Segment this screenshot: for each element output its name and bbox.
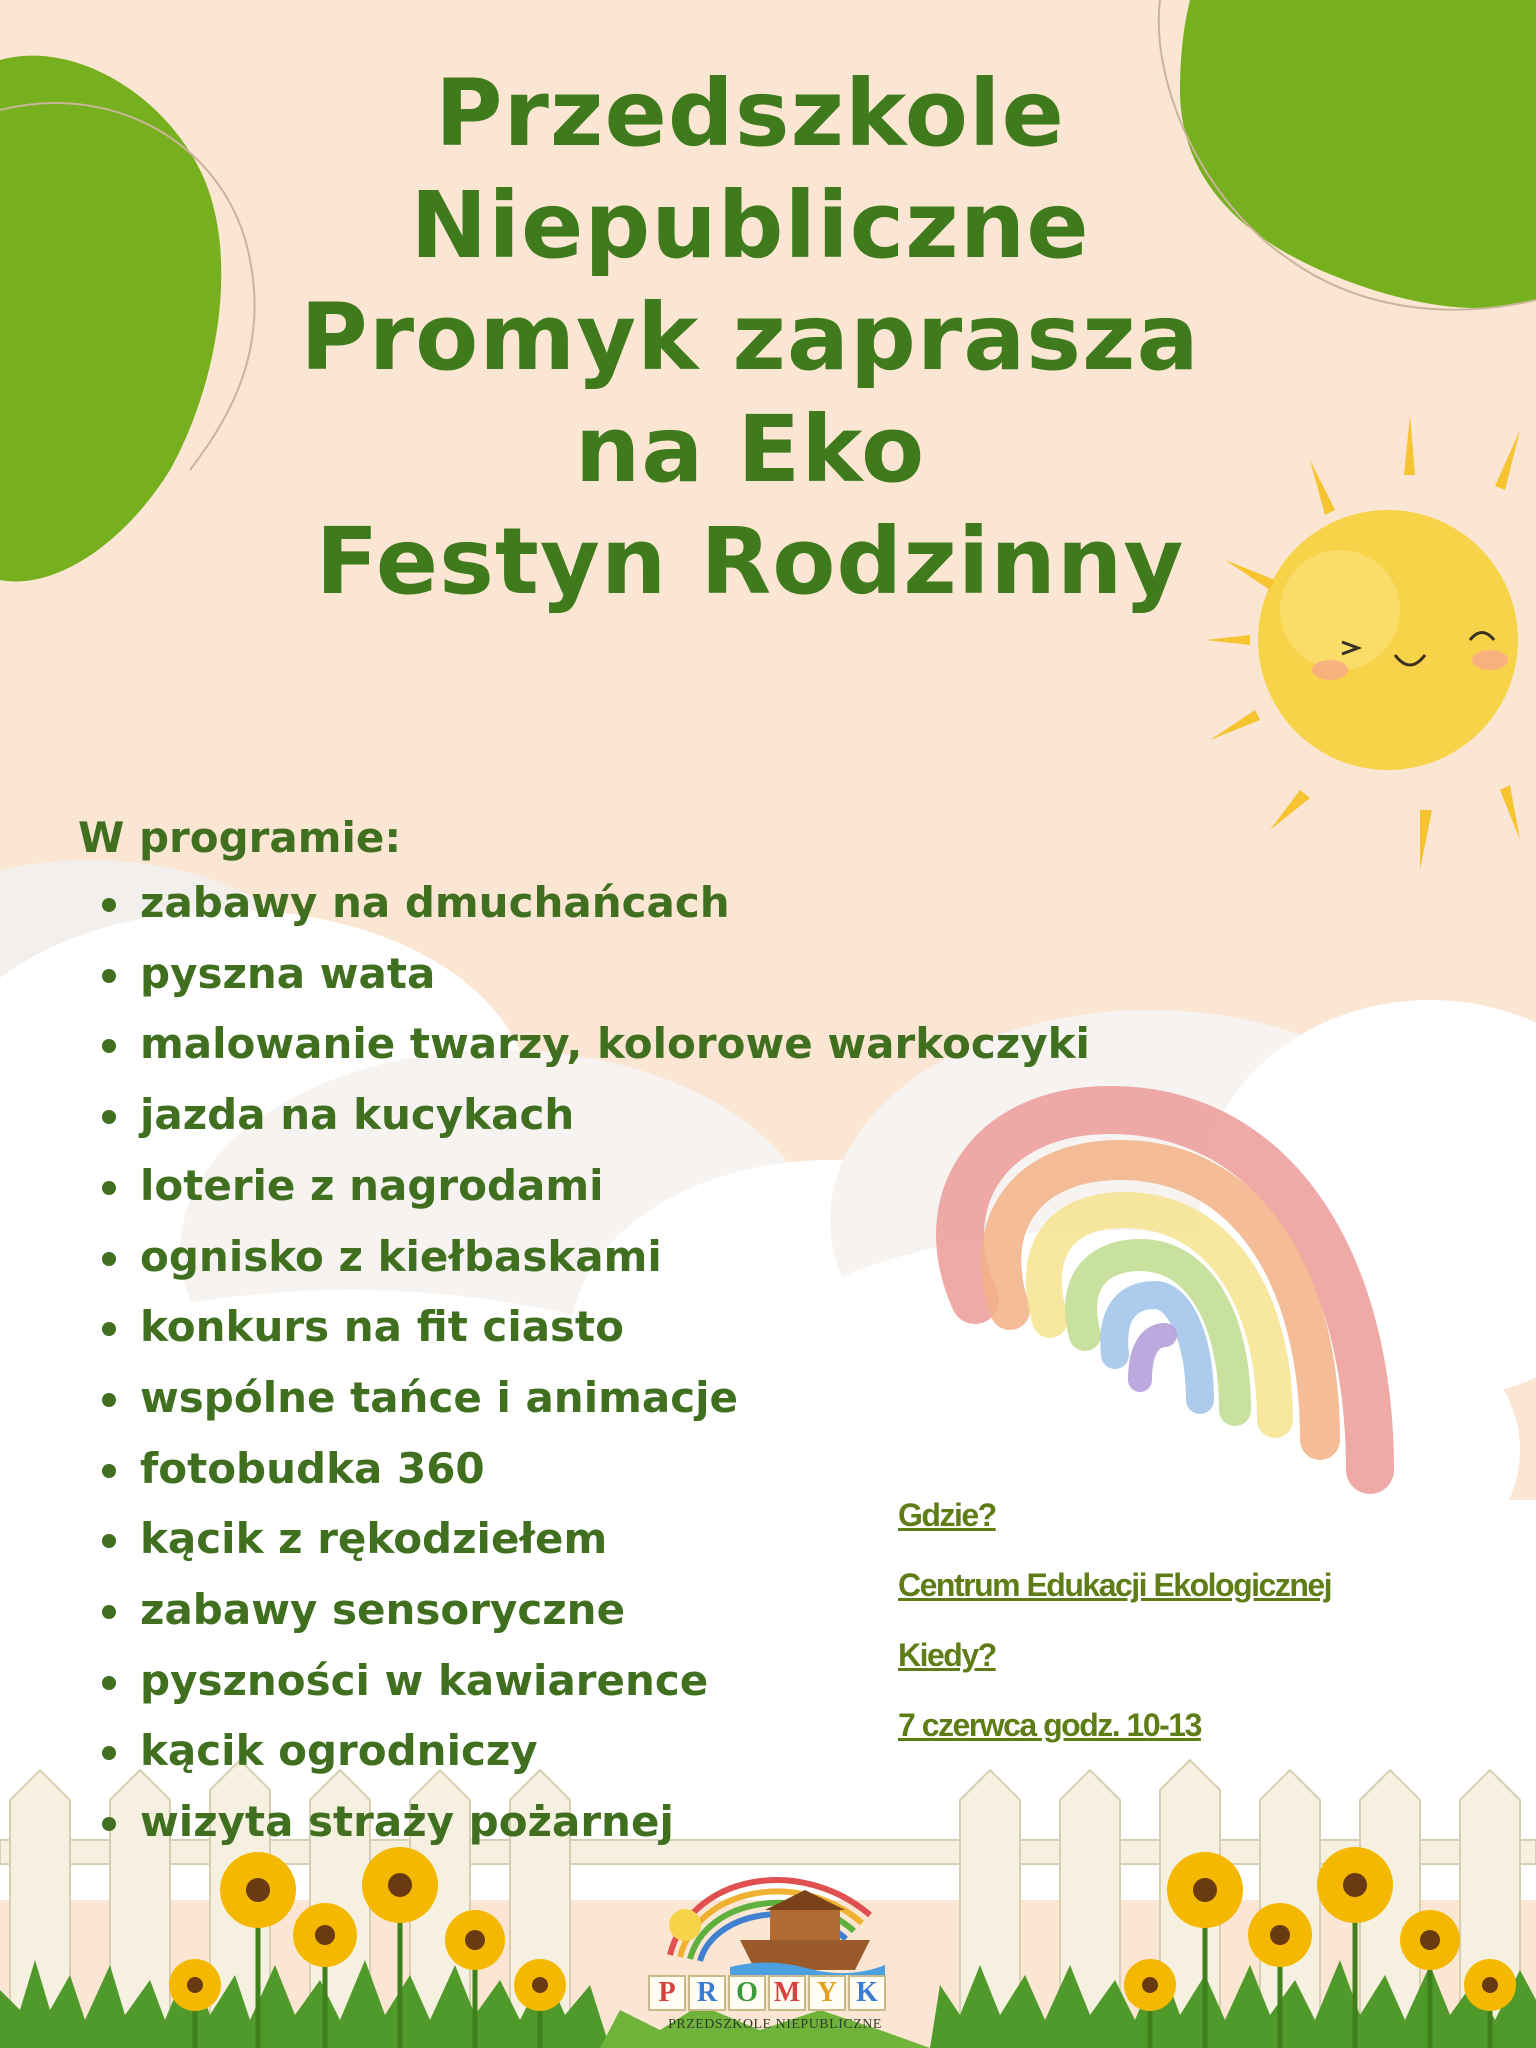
- logo-letter: M: [768, 1975, 806, 2011]
- where-value: Centrum Edukacji Ekologicznej: [898, 1567, 1332, 1603]
- program-item: pyszności w kawiarence: [100, 1646, 1178, 1717]
- logo-letter: Y: [808, 1975, 846, 2011]
- when-label: Kiedy?: [898, 1637, 996, 1673]
- program-item: kącik z rękodziełem: [100, 1504, 1178, 1575]
- where-label: Gdzie?: [898, 1497, 996, 1533]
- title-line: na Eko: [574, 396, 926, 503]
- logo-letter: K: [848, 1975, 886, 2011]
- title-line: Niepubliczne: [410, 172, 1090, 279]
- program-item: zabawy sensoryczne: [100, 1575, 1178, 1646]
- promyk-logo: [640, 1845, 910, 2045]
- program-item: pyszna wata: [100, 939, 1178, 1010]
- title-line: Festyn Rodzinny: [315, 508, 1185, 615]
- program-item: wspólne tańce i animacje: [100, 1363, 1178, 1434]
- event-info: [898, 1480, 1331, 1760]
- title-line: Przedszkole: [435, 60, 1065, 167]
- program-item: kącik ogrodniczy: [100, 1716, 1178, 1787]
- program-item: fotobudka 360: [100, 1434, 1178, 1505]
- logo-letter: R: [688, 1975, 726, 2011]
- logo-letter: O: [728, 1975, 766, 2011]
- poster-title: [150, 58, 1350, 618]
- logo-letter: P: [648, 1975, 686, 2011]
- program-item: zabawy na dmuchańcach: [100, 868, 1178, 939]
- title-line: Promyk zaprasza: [300, 284, 1200, 391]
- program-heading: W programie:: [78, 813, 402, 862]
- logo-ark-icon: [640, 1845, 910, 1975]
- program-item: loterie z nagrodami: [100, 1151, 1178, 1222]
- when-value: 7 czerwca godz. 10-13: [898, 1707, 1201, 1743]
- program-item: wizyta straży pożarnej: [100, 1787, 1178, 1858]
- program-item: konkurs na fit ciasto: [100, 1292, 1178, 1363]
- program-item: malowanie twarzy, kolorowe warkoczyki: [100, 1009, 1178, 1080]
- logo-wordmark: [648, 1975, 888, 2011]
- program-item: jazda na kucykach: [100, 1080, 1178, 1151]
- program-item: ognisko z kiełbaskami: [100, 1222, 1178, 1293]
- logo-subtitle: PRZEDSZKOLE NIEPUBLICZNE: [668, 2017, 882, 2032]
